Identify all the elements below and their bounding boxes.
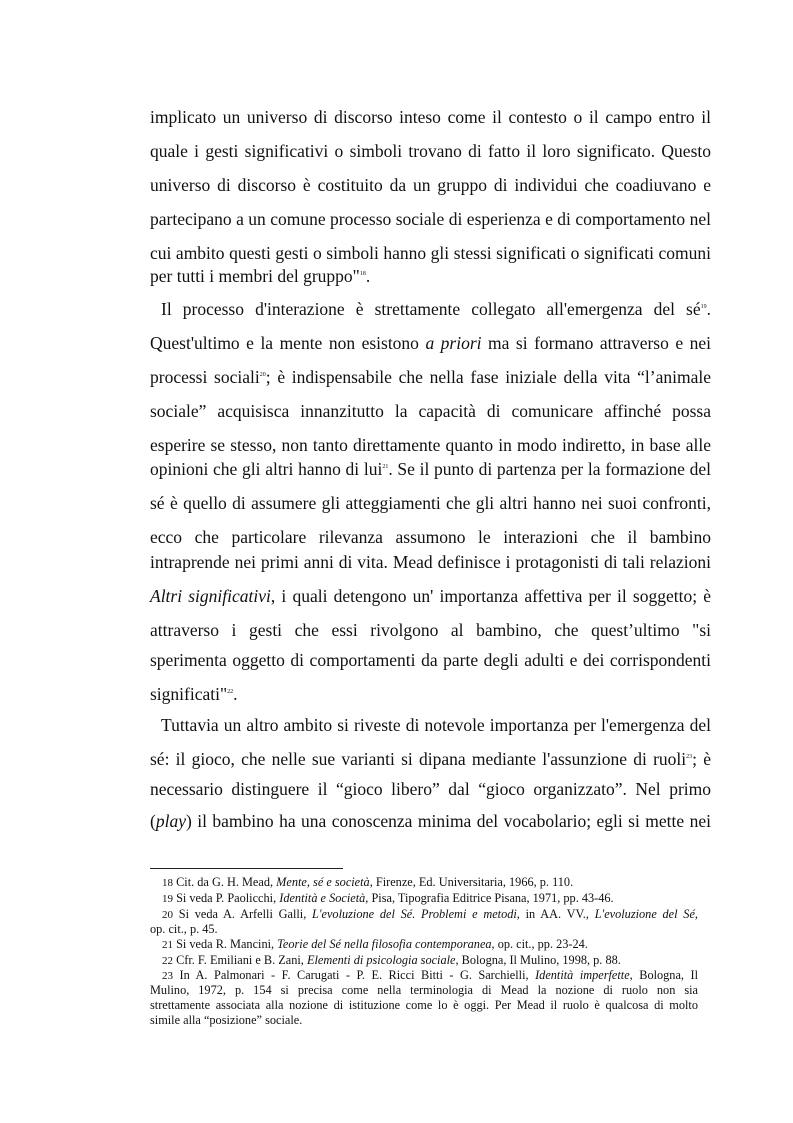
footnote-number: 21	[162, 939, 173, 951]
footnote-text: , Bologna, Il	[629, 968, 698, 982]
text-line	[150, 459, 711, 480]
footnote-ref: 22	[227, 689, 234, 696]
text-segment: .	[233, 684, 238, 704]
footnote-text: , Firenze, Ed. Universitaria, 1966, p. 110.	[369, 875, 574, 889]
footnote-continuation: simile alla “posizione” sociale.	[150, 1013, 303, 1027]
text-line	[161, 299, 711, 320]
footnote-title: Mente, sé e società	[276, 875, 370, 889]
footnote-title: L'evoluzione del Sé. Problemi e metodi	[312, 907, 517, 921]
text-line: Tuttavia un altro ambito si riveste di notevole importanza per l'emergenza del	[161, 715, 711, 735]
footnote-continuation: strettamente associata alla nozione di istituzione come lo è oggi. Per Mead il ruolo è qualcosa di molto	[150, 998, 698, 1012]
text-line	[150, 266, 711, 287]
text-segment: ; è	[692, 749, 711, 769]
text-segment: .	[365, 266, 371, 286]
footnote-ref: 21	[382, 464, 389, 471]
text-segment: .	[706, 299, 711, 319]
footnote-title: Identità e Società	[279, 891, 366, 905]
footnote-text: Si veda P. Paolicchi,	[173, 891, 280, 905]
text-line: sociale” acquisisca innanzitutto la capacità di comunicare affinché possa	[150, 401, 711, 421]
text-line: universo di discorso è costituito da un gruppo di individui che coadiuvano e	[150, 175, 711, 195]
footnote-title: Elementi di psicologia sociale	[306, 953, 456, 967]
footnote-text: Cit. da G. H. Mead,	[173, 875, 277, 889]
text-line: cui ambito questi gesti o simboli hanno gli stessi significati o significati comuni	[150, 243, 711, 263]
text-line: ecco che particolare rilevanza assumono le interazioni che il bambino	[150, 527, 711, 547]
footnote	[162, 953, 710, 968]
footnote	[162, 875, 710, 890]
footnote-text: , Pisa, Tipografia Editrice Pisana, 1971, pp. 43-46.	[365, 891, 614, 905]
footnote-separator	[150, 868, 343, 869]
footnote-continuation: Mulino, 1972, p. 154 si precisa come nella terminologia di Mead la nozione di ruolo non sia	[150, 983, 698, 997]
text-line: esperire se stesso, non tanto direttamente quanto in modo indiretto, in base alle	[150, 435, 711, 455]
footnote	[162, 968, 698, 983]
text-line	[150, 749, 711, 770]
text-segment: sé: il gioco, che nelle sue varianti si dipana mediante l'assunzione di ruoli	[150, 749, 687, 769]
text-line: necessario distinguere il “gioco libero” dal “gioco organizzato”. Nel primo	[150, 779, 711, 799]
footnote-text: ,	[694, 907, 698, 921]
text-segment: significati"	[150, 684, 228, 704]
text-segment: , i quali detengono un' importanza affettiva per il soggetto; è	[270, 586, 711, 606]
footnote-text: In A. Palmonari - F. Carugati - P. E. Ricci Bitti - G. Sarchielli,	[173, 968, 536, 982]
footnote-number: 22	[162, 955, 173, 967]
text-line: quale i gesti significativi o simboli trovano di fatto il loro significato. Questo	[150, 141, 711, 161]
footnote-number: 23	[162, 970, 173, 982]
footnote-ref: 19	[700, 304, 707, 311]
text-line	[150, 333, 711, 354]
footnote-number: 20	[162, 909, 173, 921]
italic-term: Altri significativi	[150, 586, 271, 606]
text-line: sperimenta oggetto di comportamenti da parte degli adulti e dei corrispondenti	[150, 650, 711, 670]
text-segment: ma si formano attraverso e nei	[481, 333, 711, 353]
text-segment: ) il bambino ha una conoscenza minima del vocabolario; egli si mette nei	[185, 811, 711, 831]
italic-term: a priori	[425, 333, 482, 353]
text-line	[150, 367, 711, 388]
text-line	[150, 586, 711, 607]
text-line: implicato un universo di discorso inteso come il contesto o il campo entro il	[150, 107, 711, 127]
text-segment: Il processo d'interazione è strettamente collegato all'emergenza del sé	[161, 299, 701, 319]
footnote-title: Teorie del Sé nella filosofia contemporanea	[277, 937, 492, 951]
footnote-text: Cfr. F. Emiliani e B. Zani,	[173, 953, 307, 967]
text-line: partecipano a un comune processo sociale di esperienza e di comportamento nel	[150, 209, 711, 229]
text-segment: ; è indispensabile che nella fase iniziale della vita “l’animale	[265, 367, 712, 387]
footnote	[162, 937, 710, 952]
footnote-title: L'evoluzione del Sé	[594, 907, 695, 921]
text-line	[150, 811, 711, 832]
footnote-number: 19	[162, 893, 173, 905]
footnote-text: Si veda R. Mancini,	[173, 937, 278, 951]
italic-term: play	[155, 811, 186, 831]
footnote-title: Identità imperfette	[535, 968, 630, 982]
text-line: sé è quello di assumere gli atteggiamenti che gli altri hanno nei suoi confronti,	[150, 493, 711, 513]
text-segment: . Se il punto di partenza per la formazione del	[388, 459, 711, 479]
text-segment: processi sociali	[150, 367, 260, 387]
footnote-text: Si veda A. Arfelli Galli,	[173, 907, 313, 921]
footnote-text: , in AA. VV.,	[516, 907, 595, 921]
text-line: intraprende nei primi anni di vita. Mead definisce i protagonisti di tali relazioni	[150, 552, 711, 572]
footnote-text: , op. cit., pp. 23-24.	[491, 937, 588, 951]
footnote-ref: 18	[359, 271, 366, 278]
footnote-continuation: op. cit., p. 45.	[150, 922, 218, 936]
text-segment: Quest'ultimo e la mente non esistono	[150, 333, 426, 353]
text-segment: per tutti i membri del gruppo"	[150, 266, 360, 286]
footnote-ref: 20	[259, 372, 266, 379]
footnote	[162, 891, 710, 906]
footnote-text: , Bologna, Il Mulino, 1998, p. 88.	[455, 953, 621, 967]
footnote	[162, 907, 698, 922]
text-line: attraverso i gesti che essi rivolgono al bambino, che quest’ultimo "si	[150, 620, 711, 640]
text-segment: (	[150, 811, 156, 831]
footnote-number: 18	[162, 877, 173, 889]
footnote-ref: 23	[686, 754, 693, 761]
text-line	[150, 684, 711, 705]
text-segment: opinioni che gli altri hanno di lui	[150, 459, 383, 479]
